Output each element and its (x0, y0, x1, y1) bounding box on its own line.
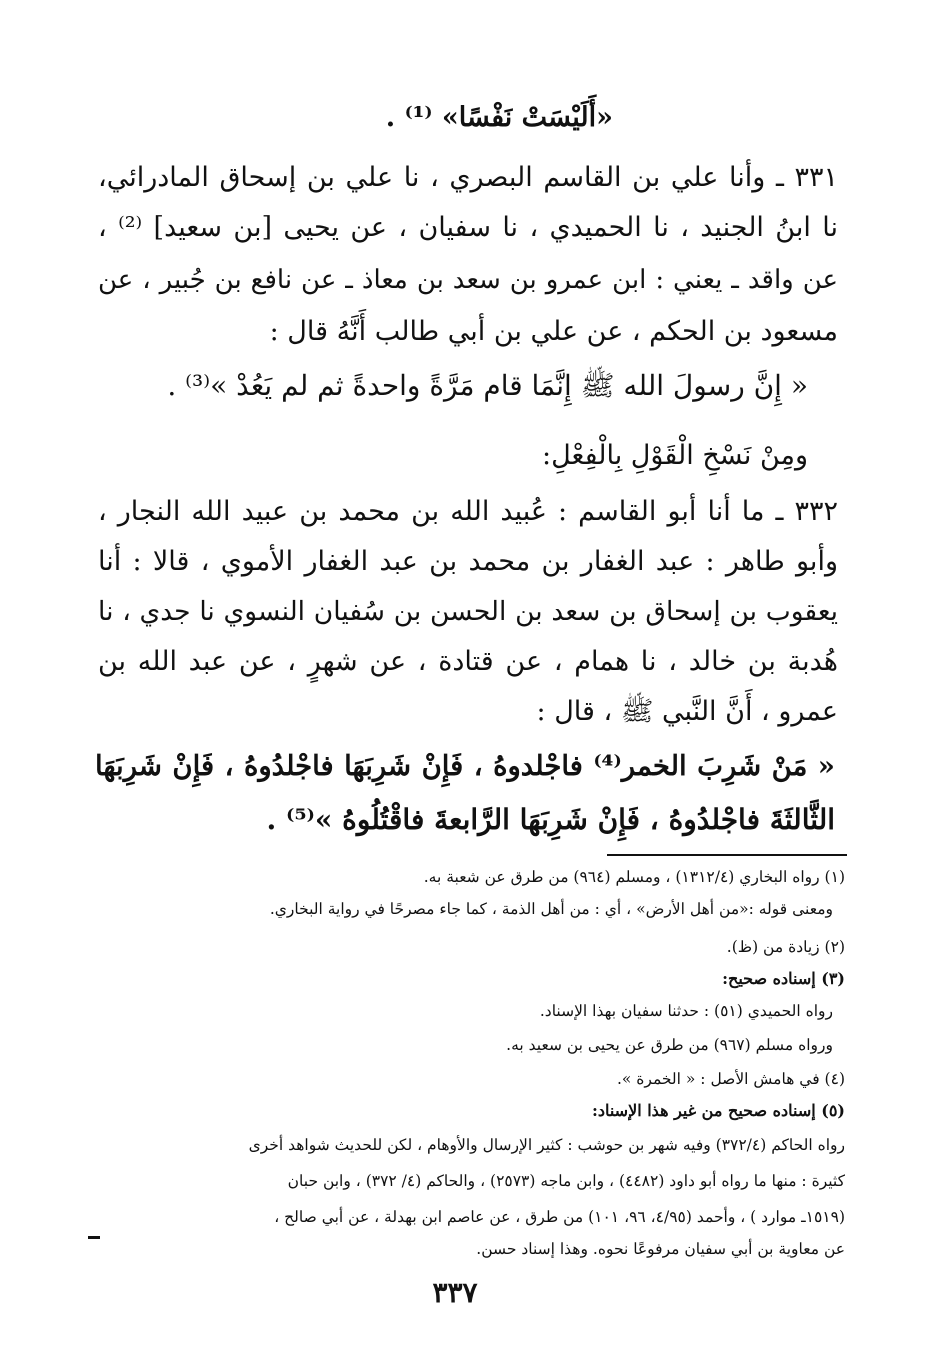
page-number: ٣٣٧ (432, 1276, 478, 1309)
hadith-332-quote-2: الثَّالثَةَ فاجْلدُوهُ ، فَإِنْ شَرِبَهَا الرَّابعةَ فاقْتُلُوهُ »⁽⁵⁾ . (266, 803, 835, 836)
hadith-331-line-1: ٣٣١ ـ وأنا علي بن القاسم البصري ، نا علي بن إسحاق المادرائي، (98, 162, 838, 193)
hadith-331-line-3: عن واقد ـ يعني : ابن عمرو بن سعد بن معاذ ـ عن نافع بن جُبير ، عن (98, 265, 838, 295)
hadith-332-line-3: يعقوب بن إسحاق بن سعد بن الحسن بن سُفيان النسوي نا جدي ، نا (98, 596, 838, 627)
footnote-5-b: كثيرة : منها ما رواه أبو داود (٤٤٨٢) ، وابن ماجه (٢٥٧٣) ، والحاكم (٤/ ٣٧٢) ، وابن حبان (287, 1172, 845, 1190)
hadith-332-line-2: وأبو طاهر : عبد الغفار بن محمد بن عبد الغفار الأموي ، قالا : أنا (98, 546, 838, 577)
footnote-1: (١) رواه البخاري (١٣١٢/٤) ، ومسلم (٩٦٤) من طرق عن شعبة به. (423, 868, 845, 886)
footnote-4: (٤) في هامش الأصل : « الخمرة ». (616, 1070, 845, 1088)
footnote-5-d: عن معاوية بن أبي سفيان مرفوعًا نحوه. وهذا إسناد حسن. (476, 1240, 845, 1258)
hadith-332-line-5: عمرو ، أَنَّ النَّبي ﷺ ، قال : (536, 696, 838, 727)
footnote-5: (٥) إسناده صحيح من غير هذا الإسناد: (591, 1101, 845, 1120)
hadith-331-line-2: نا ابنُ الجنيد ، نا الحميدي ، نا سفيان ، عن يحيى [بن سعيد] ⁽²⁾ ، (98, 212, 838, 243)
hadith-331-quote: « إِنَّ رسولَ الله ﷺ إِنَّمَا قام مَرَّةً واحدةً ثم لم يَعُدْ »⁽³⁾ . (167, 369, 808, 402)
top-quote: «أَلَيْسَتْ نَفْسًا» ⁽¹⁾ . (385, 102, 613, 133)
hadith-331-line-4: مسعود بن الحكم ، عن علي بن أبي طالب أَنَّهُ قال : (269, 316, 838, 347)
footnote-3-b: ورواه مسلم (٩٦٧) من طرق عن يحيى بن سعيد به. (506, 1036, 833, 1054)
section-subheading: ومِنْ نَسْخِ الْقَوْلِ بِالْفِعْلِ: (542, 440, 808, 471)
footnote-2: (٢) زيادة من (ظ). (726, 938, 845, 956)
hadith-332-line-4: هُدبة بن خالد ، نا همام ، عن قتادة ، عن شهرٍ ، عن عبد الله بن (98, 646, 838, 677)
hadith-332-quote-1: « مَنْ شَرِبَ الخمر⁽⁴⁾ فاجْلدوهُ ، فَإِنْ شَرِبَهَا فاجْلدُوهُ ، فَإِنْ شَرِبَهَا (95, 750, 835, 782)
footnote-5-c: (١٥١٩ـ موارد ) ، وأحمد (٤/٩٥، ٩٦، ١٠١) من طرق ، عن عاصم ابن بهدلة ، عن أبي صالح ، (274, 1208, 845, 1226)
footnote-5-a: رواه الحاكم (٣٧٢/٤) وفيه شهر بن حوشب : كثير الإرسال والأوهام ، لكن للحديث شواهد أخرى (248, 1136, 845, 1154)
footnote-3: (٣) إسناده صحيح: (722, 969, 845, 988)
footnote-1-note: ومعنى قوله :«من أهل الأرض» ، أي : من أهل الذمة ، كما جاء مصرحًا في رواية البخاري. (269, 900, 833, 918)
hadith-332-line-1: ٣٣٢ ـ ما أنا أبو القاسم : عُبيد الله بن محمد بن عبيد الله النجار ، (98, 496, 838, 527)
footnote-divider (607, 854, 847, 856)
footnote-3-a: رواه الحميدي (٥١) : حدثنا سفيان بهذا الإسناد. (539, 1002, 833, 1020)
